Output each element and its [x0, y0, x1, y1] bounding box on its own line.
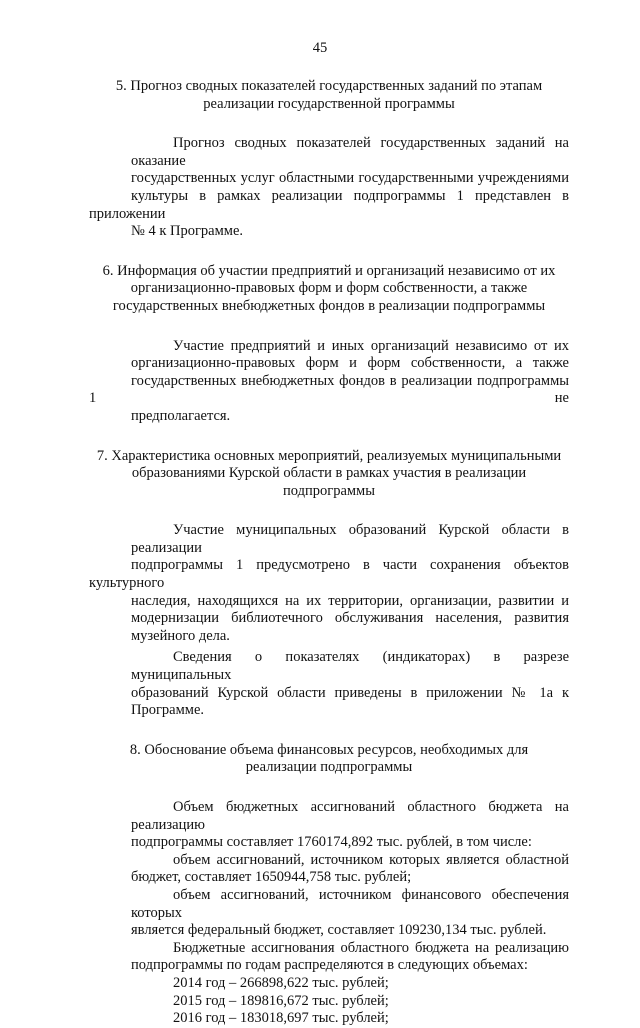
- text-line: бюджет, составляет 1650944,758 тыс. рублей;: [131, 869, 412, 886]
- text-line: государственных внебюджетных фондов в реализации подпрограммы 1 не: [89, 372, 569, 407]
- text-line: предполагается.: [131, 407, 231, 424]
- section-8-paragraph-2: [89, 852, 569, 887]
- page-number: 45: [312, 40, 328, 56]
- section-5-heading: [89, 78, 569, 113]
- section-7-paragraph-1: [89, 522, 569, 645]
- text-line: наследия, находящихся на их территории, организации, развитии и: [131, 592, 569, 609]
- text-line: подпрограммы составляет 1760174,892 тыс. рублей, в том числе:: [131, 834, 532, 851]
- text-line: организационно-правовых форм и форм собственности, а также: [131, 355, 569, 372]
- heading-line: реализации государственной программы: [203, 95, 455, 112]
- text-line: подпрограммы 1 предусмотрено в части сохранения объектов культурного: [89, 557, 569, 592]
- section-8-heading: [89, 742, 569, 777]
- text-line: Прогноз сводных показателей государственных заданий на оказание: [131, 135, 569, 169]
- text-line: 2015 год – 189816,672 тыс. рублей;: [173, 992, 389, 1009]
- section-7-heading: [89, 448, 569, 501]
- heading-line: образованиями Курской области в рамках участия в реализации: [131, 465, 527, 482]
- text-line: модернизации библиотечного обслуживания населения, развития: [131, 610, 569, 627]
- text-line: Сведения о показателях (индикаторах) в разрезе муниципальных: [131, 649, 569, 684]
- section-8-paragraph-3: [89, 887, 569, 940]
- year-allocation-2016: [89, 1010, 569, 1028]
- text-line: Участие муниципальных образований Курской области в реализации: [131, 522, 569, 556]
- text-line: объем ассигнований, источником финансового обеспечения которых: [131, 886, 569, 921]
- year-allocation-2014: [89, 975, 569, 993]
- section-5-paragraph: [89, 135, 569, 241]
- text-line: государственных услуг областными государственными учреждениями: [131, 170, 569, 187]
- text-line: Объем бюджетных ассигнований областного бюджета на реализацию: [131, 799, 569, 833]
- text-line: подпрограммы по годам распределяются в следующих объемах:: [131, 957, 528, 974]
- heading-line: 6. Информация об участии предприятий и организаций независимо от их: [102, 262, 556, 279]
- text-line: Бюджетные ассигнования областного бюджета на реализацию: [173, 939, 569, 956]
- text-line: Участие предприятий и иных организаций независимо от их: [173, 337, 569, 354]
- text-line: 2016 год – 183018,697 тыс. рублей;: [173, 1010, 389, 1027]
- heading-line: реализации подпрограммы: [245, 759, 413, 776]
- heading-line: подпрограммы: [283, 482, 375, 499]
- document-body: [89, 78, 569, 1028]
- heading-line: 5. Прогноз сводных показателей государственных заданий по этапам: [115, 78, 543, 94]
- text-line: объем ассигнований, источником которых является областной: [173, 851, 569, 868]
- heading-line: организационно-правовых форм и форм собственности, а также: [130, 280, 528, 297]
- heading-line: 8. Обоснование объема финансовых ресурсов, необходимых для: [129, 741, 529, 758]
- text-line: № 4 к Программе.: [131, 223, 244, 240]
- text-line: образований Курской области приведены в приложении № 1а к: [131, 684, 569, 701]
- heading-line: 7. Характеристика основных мероприятий, реализуемых муниципальными: [96, 447, 562, 464]
- section-8-paragraph-1: [89, 799, 569, 852]
- text-line: является федеральный бюджет, составляет 109230,134 тыс. рублей.: [131, 922, 547, 939]
- section-7-paragraph-2: [89, 649, 569, 719]
- section-6-heading: [89, 263, 569, 316]
- section-6-paragraph: [89, 338, 569, 426]
- text-line: музейного дела.: [131, 627, 230, 644]
- text-line: Программе.: [131, 702, 205, 719]
- text-line: культуры в рамках реализации подпрограммы 1 представлен в приложении: [89, 187, 569, 222]
- year-allocation-2015: [89, 993, 569, 1011]
- section-8-paragraph-4: [89, 940, 569, 975]
- text-line: 2014 год – 266898,622 тыс. рублей;: [173, 974, 389, 991]
- heading-line: государственных внебюджетных фондов в реализации подпрограммы: [112, 297, 546, 314]
